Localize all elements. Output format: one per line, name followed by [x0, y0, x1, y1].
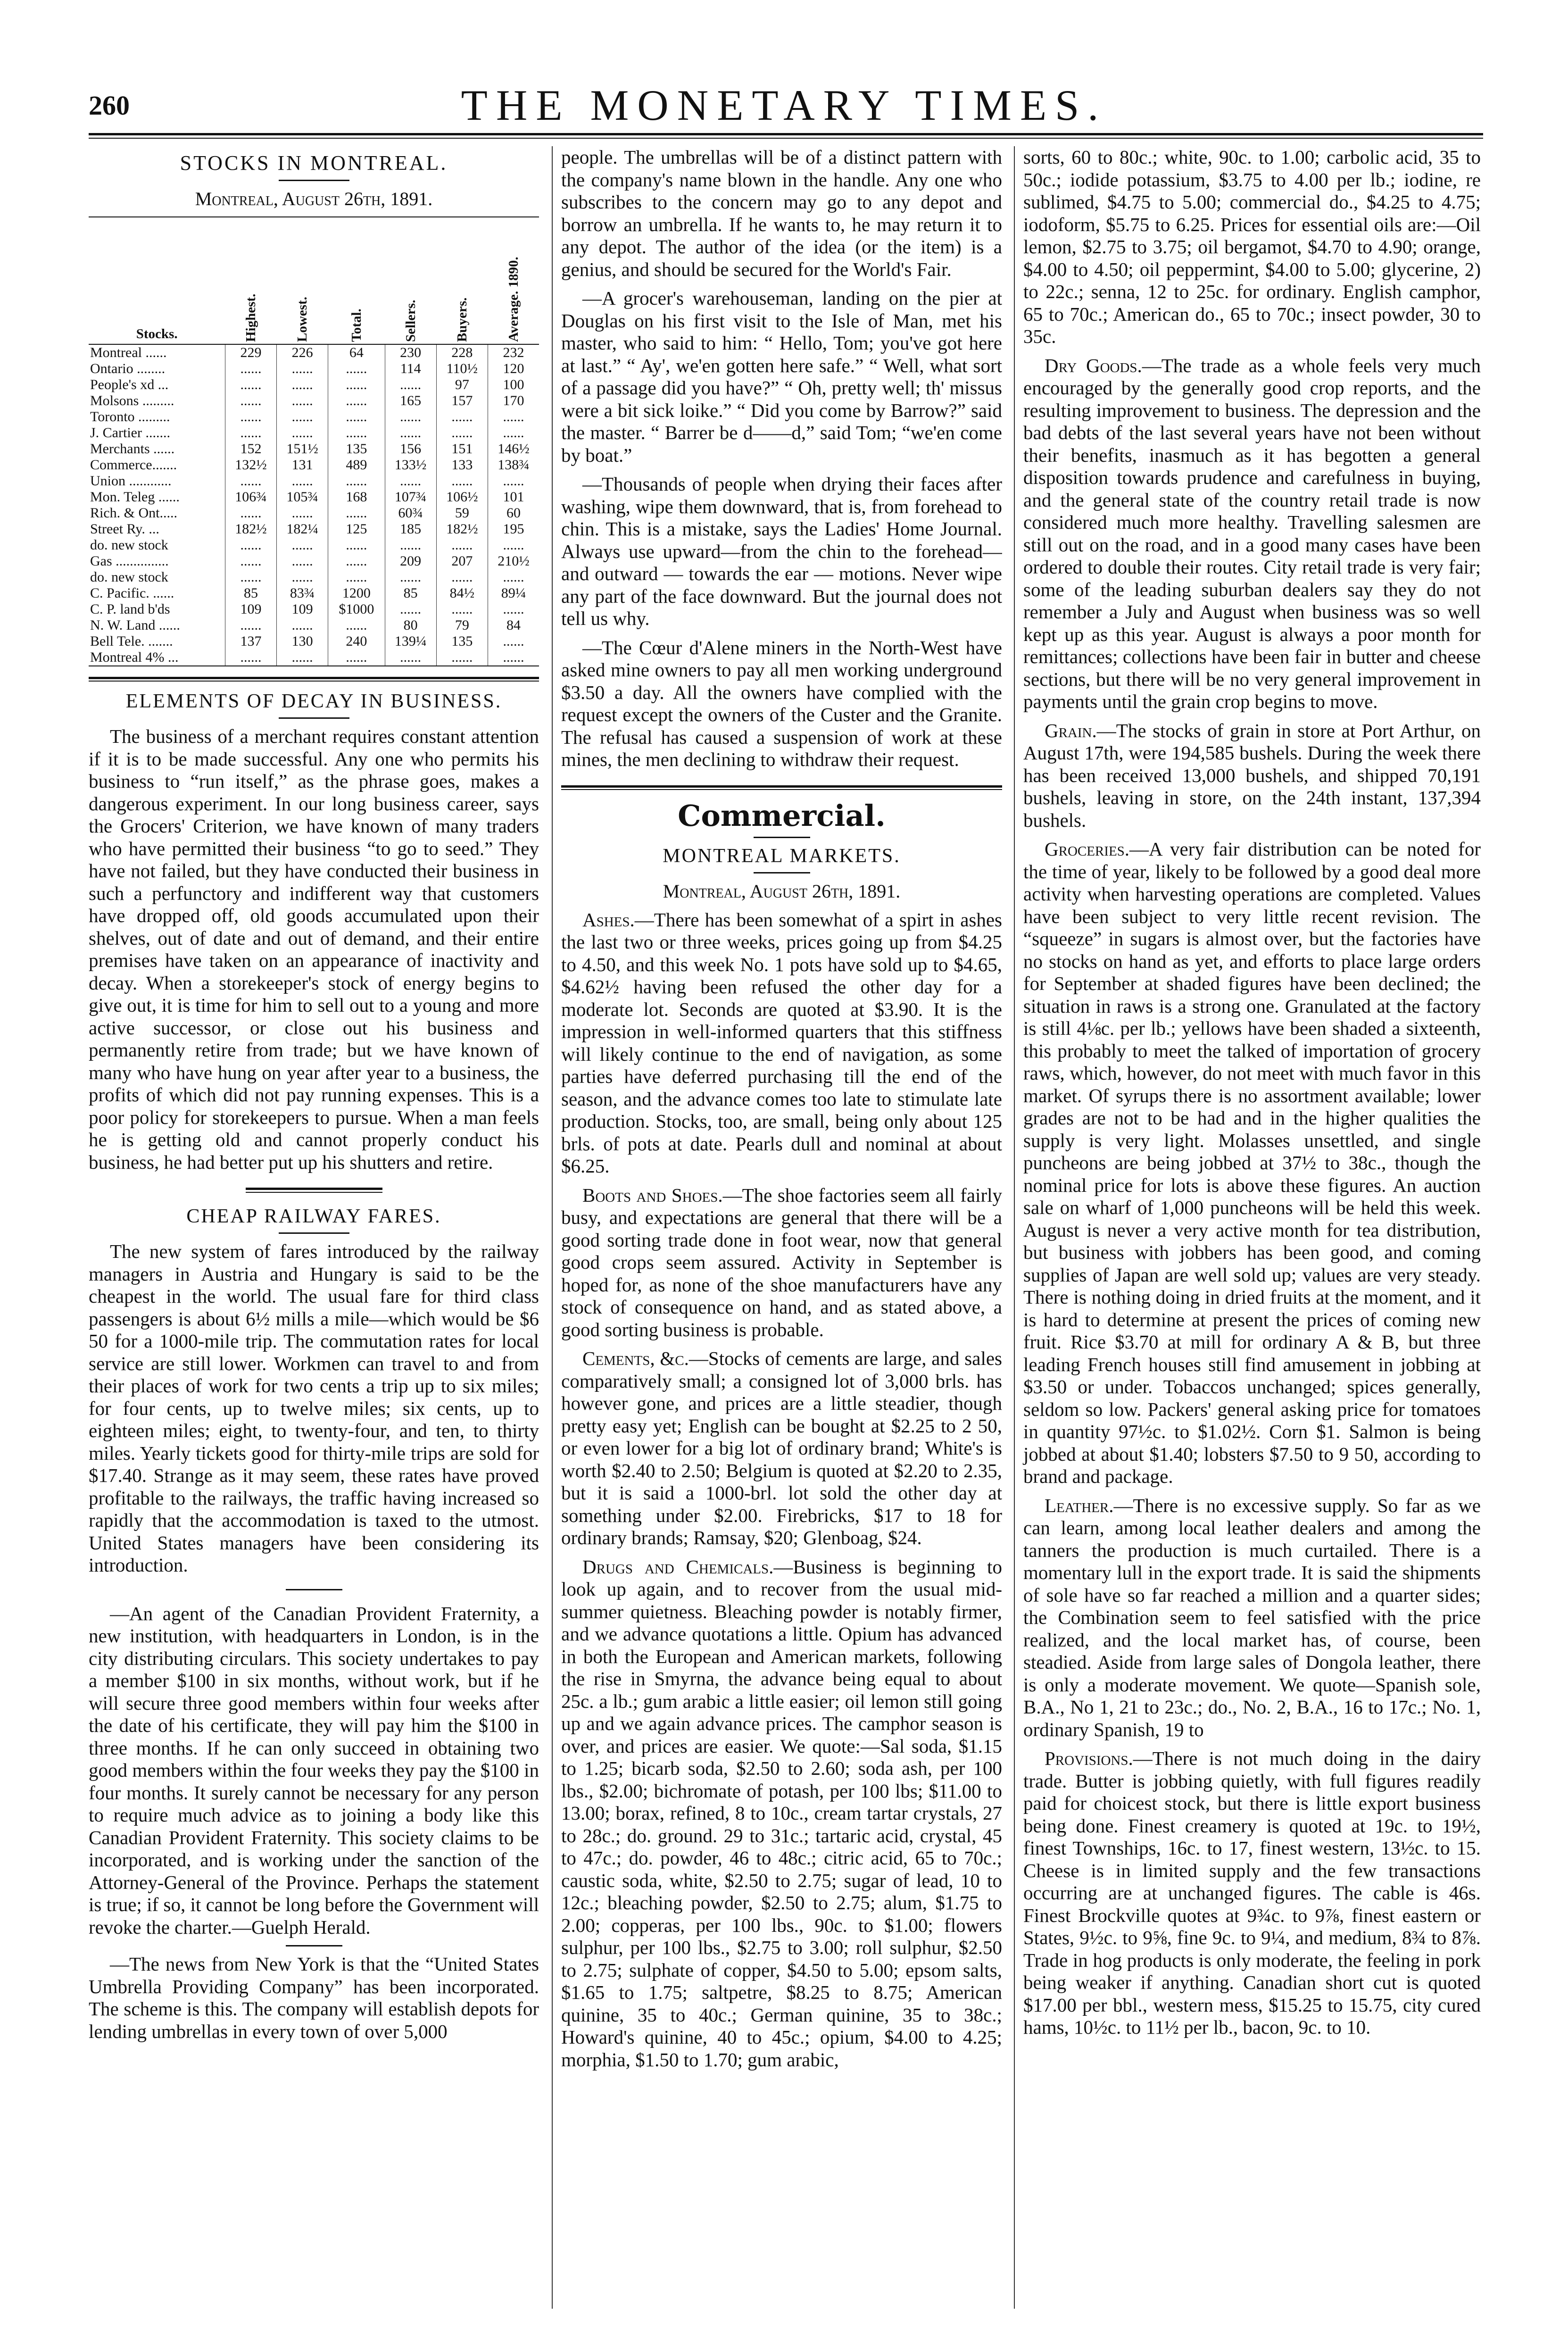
stocks-column-header [277, 217, 328, 344]
stocks-column-label: Sellers. [403, 299, 418, 342]
stock-value-cell: ...... [436, 569, 488, 585]
header-rule [89, 133, 1483, 135]
stock-value-cell: 157 [436, 393, 488, 409]
boots-label: Boots and Shoes. [582, 1184, 723, 1206]
stock-value-cell: 83¾ [277, 585, 328, 601]
stock-value-cell: ...... [328, 393, 385, 409]
stock-value-cell: 168 [328, 489, 385, 505]
stock-name-cell: People's xd ... [90, 377, 169, 392]
stock-value-cell: 135 [436, 633, 488, 649]
stock-value-cell: 489 [328, 457, 385, 473]
stock-value-cell: 137 [225, 633, 276, 649]
stock-value-cell: 106½ [436, 489, 488, 505]
stock-value-cell: ...... [488, 601, 539, 617]
stock-value-cell: 64 [328, 344, 385, 361]
stocks-table-row [89, 409, 539, 425]
stock-value-cell: ...... [328, 473, 385, 489]
groceries-label: Groceries. [1045, 838, 1130, 860]
stock-value-cell: 182¼ [277, 521, 328, 537]
stock-value-cell: ...... [277, 425, 328, 441]
drugs-label: Drugs and Chemicals. [582, 1555, 774, 1578]
stock-name-cell: Bell Tele. ....... [90, 633, 173, 649]
stock-value-cell: ...... [277, 377, 328, 393]
section-rule [89, 677, 539, 679]
stock-name-cell: Rich. & Ont..... [90, 505, 177, 521]
stocks-column-header: Stocks. [89, 217, 225, 344]
cements-text: —Stocks of cements are large, and sales comparatively small; a consigned lot of 3,000 brls. has however gone, and prices are a little steadier, though pretty easy yet; English can be bought at $2.25 to 2 50, or even lower for a big lot of ordinary brand; White's is worth $2.40 to 2.50; Belgium is quoted at $2.20 to 2.35, but it is said a 1000-brl. lot sold the other day at something under $2.00. Firebricks, $17 to 18 for ordinary brands; Ramsay, $20; Glenboag, $24. [561, 1347, 1002, 1548]
stock-value-cell: ...... [488, 649, 539, 666]
stock-value-cell: 146½ [488, 441, 539, 457]
stock-value-cell: ...... [225, 409, 276, 425]
stock-value-cell: ...... [385, 473, 436, 489]
stock-value-cell: 232 [488, 344, 539, 361]
stock-value-cell: 152 [225, 441, 276, 457]
stocks-table-row [89, 617, 539, 633]
stocks-table-row [89, 344, 539, 361]
stocks-table-row [89, 505, 539, 521]
fares-heading: CHEAP RAILWAY FARES. [186, 1206, 441, 1227]
stock-value-cell: 226 [277, 344, 328, 361]
stock-value-cell: 97 [436, 377, 488, 393]
stock-value-cell: 125 [328, 521, 385, 537]
cements-label: Cements, &c. [582, 1347, 689, 1369]
stocks-table-row [89, 457, 539, 473]
stock-value-cell: ...... [385, 601, 436, 617]
stock-value-cell: ...... [385, 649, 436, 666]
stock-name-cell: Montreal 4% ... [89, 649, 225, 666]
section-divider [246, 1188, 382, 1190]
stock-value-cell: ...... [225, 553, 276, 569]
stocks-table-row [89, 489, 539, 505]
stock-name-cell: Street Ry. ... [90, 521, 159, 537]
stocks-table-row [89, 633, 539, 649]
stock-value-cell: ...... [328, 537, 385, 553]
stocks-column-label: Total. [348, 308, 364, 342]
ashes-text: —There has been somewhat of a spirt in ashes the last two or three weeks, prices going up from $4.25 to 4.50, and this week No. 1 pots have sold up to $4.65, $4.62½ having been refused the other day for a moderate lot. Seconds are quoted at $3.90. It is the impression in well-informed quarters that this stiffness will likely continue to the end of navigation, as some parties have deferred purchasing till the end of the season, and the advance comes too late to stimulate late production. Stocks, too, are small, being only about 125 brls. of pots at date. Pearls dull and nominal at about $6.25. [561, 908, 1002, 1177]
stock-value-cell: 1200 [328, 585, 385, 601]
stock-value-cell: 130 [277, 633, 328, 649]
stock-name-cell: Toronto ......... [90, 409, 170, 424]
provisions-label: Provisions. [1045, 1747, 1133, 1769]
stock-name-cell: Mon. Teleg ...... [90, 489, 180, 505]
stocks-column-header [385, 217, 436, 344]
stocks-table-row [89, 585, 539, 601]
stocks-column-label: Highest. [243, 293, 258, 342]
fares-article: The new system of fares introduced by the railway managers in Austria and Hungary is said to be the cheapest in the world. The usual fare for third class passengers is about 6½ mills a mile—which would be $6 50 for a 1000-mile trip. The commutation rates for local service are still lower. Workmen can travel to and from their places of work for two cents a trip up to six miles; for four cents, up to twelve miles; six cents, up to eighteen miles; eight, to twenty-four, and ten, to thirty miles. Yearly tickets good for thirty-mile trips are sold for $17.40. Strange as it may seem, these rates have proved profitable to the railways, the traffic having increased so rapidly that the accommodation is taxed to the utmost. United States managers have been considering its introduction. [89, 1240, 539, 1576]
stock-value-cell: 85 [385, 585, 436, 601]
stock-value-cell: 114 [385, 361, 436, 377]
stock-value-cell: ...... [488, 425, 539, 441]
leather-text: —There is no excessive supply. So far as we can learn, among local leather dealers and among the tanners the production is much curtailed. There is a momentary lull in the export trade. It is said the shipments of sole have so far reached a million and a quarter sides; the Combination seem to feel satisfied with the price realized, and the local market has, of course, been steadied. Aside from large sales of Dongola leather, there is only a moderate movement. We quote—Spanish sole, B.A., No 1, 21 to 23c.; do., No. 2, B.A., 16 to 17c.; No. 1, ordinary Spanish, 19 to [1023, 1494, 1481, 1740]
markets-heading-rule [754, 872, 810, 873]
stock-value-cell: ...... [225, 617, 276, 633]
stocks-column-header [328, 217, 385, 344]
stock-value-cell: 139¼ [385, 633, 436, 649]
stocks-column-label: Lowest. [295, 297, 310, 342]
stock-name-cell: Ontario ........ [90, 361, 166, 376]
fares-heading-rule [279, 1232, 349, 1234]
stock-value-cell: 89¼ [488, 585, 539, 601]
stocks-heading: STOCKS IN MONTREAL. [180, 151, 448, 175]
stock-value-cell: ...... [328, 505, 385, 521]
drugs-report-continued: sorts, 60 to 80c.; white, 90c. to 1.00; carbolic acid, 35 to 50c.; iodide potassium, $3.75 to 4.00 per lb.; iodine, re sublimed, $4.75 to 5.00; commercial do., $4.25 to 4.75; iodoform, $5.75 to 6.25. Prices for essential oils are:—Oil lemon, $2.75 to 3.75; oil bergamot, $4.70 to 4.90; orange, $4.00 to 4.50; oil peppermint, $4.00 to 5.00; glycerine, 2) to 22c.; senna, 12 to 25c. for ordinary. English camphor, 65 to 70c.; American do., 65 to 70c.; insect powder, 30 to 35c. [1023, 146, 1481, 347]
stock-value-cell: ...... [385, 537, 436, 553]
column-3 [1014, 146, 1481, 2309]
dry-goods-label: Dry Goods. [1045, 354, 1142, 376]
ashes-report [561, 909, 1002, 1178]
stock-value-cell: ...... [488, 537, 539, 553]
grain-report [1023, 720, 1481, 832]
decay-article: The business of a merchant requires constant attention if it is to be made successful. Any one who permits his business to “run itself,” as the phrase goes, makes a dangerous experiment. In our long business career, says the Grocers' Criterion, we have known of many traders who have permitted their business “to go to seed.” They have not failed, but they have conducted their business in such a perfunctory and indifferent way that customers have dropped off, old goods accumulated upon their shelves, out of date and out of demand, and their entire premises have taken on an appearance of inactivity and decay. When a storekeeper's stock of energy begins to give out, it is time for him to sell out to a young and more active successor, or close out his business and permanently retire from trade; but we have known of many who have hung on year after year to a business, the profits of which did not pay running expenses. This is a poor policy for storekeepers to pursue. When a man feels he is getting old and cannot properly conduct his business, he had better put up his shutters and retire. [89, 725, 539, 1173]
boots-text: —The shoe factories seem all fairly busy, and expectations are general that there will be a good sorting trade done in foot wear, now that general good crops seem assured. Activity in September is hoped for, as none of the shoe manufacturers have any stock of consequence on hand, and as stated above, a good sorting business is probable. [561, 1184, 1002, 1340]
stocks-column-label: Buyers. [454, 297, 470, 342]
section-rule [561, 785, 1002, 788]
stock-value-cell: ...... [436, 425, 488, 441]
stock-value-cell: ...... [328, 377, 385, 393]
stock-value-cell: 80 [385, 617, 436, 633]
stock-name-cell: C. P. land b'ds [90, 601, 170, 617]
decay-heading: ELEMENTS OF DECAY IN BUSINESS. [125, 690, 502, 712]
stock-value-cell: ...... [436, 473, 488, 489]
stocks-column-header [488, 217, 539, 344]
stock-value-cell: 109 [277, 601, 328, 617]
provisions-report [1023, 1747, 1481, 2039]
stock-value-cell: ...... [385, 377, 436, 393]
stock-value-cell: ...... [277, 569, 328, 585]
stock-value-cell: 101 [488, 489, 539, 505]
stock-value-cell: ...... [277, 393, 328, 409]
cements-report [561, 1347, 1002, 1549]
stock-value-cell: 132½ [225, 457, 276, 473]
stocks-table-row [89, 425, 539, 441]
stocks-table-row [89, 441, 539, 457]
markets-heading: MONTREAL MARKETS. [663, 845, 901, 867]
masthead-title: THE MONETARY TIMES. [461, 81, 1107, 129]
stock-value-cell: 105¾ [277, 489, 328, 505]
stocks-table-row [89, 649, 539, 666]
groceries-text: —A very fair distribution can be noted for the time of year, likely to be followed by a good deal more activity when harvesting operations are completed. Values have been subject to very little recent revision. The “squeeze” in sugars is almost over, but the factories have no stocks on hand as yet, and efforts to place large orders for September at shaded figures have been declined; the situation in raws is a strong one. Granulated at the factory is still 4⅛c. per lb.; yellows have been shaded a sixteenth, this probably to meet the talked of importation of grocery raws, which, however, do not meet with much favor in this market. Of syrups there is no assortment available; lower grades are not to be had and in the higher qualities the supply is very light. Molasses unsettled, and single puncheons are being jobbed at 37½ to 38c., though the nominal price for lots is above these figures. An auction sale on wharf of 1,000 puncheons will be held this week. August is never a very active month for tea distribution, but business with jobbers has been good, and coming supplies of Japan are well sold up; values are very steady. There is nothing doing in dried fruits at the moment, and it is hard to determine at present the prices of coming new fruit. Rice $3.70 at mill for ordinary A & B, but three leading French houses still find amusement in jobbing at $3.50 or under. Tobaccos unchanged; spices generally, seldom so low. Packers' general asking price for tomatoes in quantity 97½c. to $1.02½. Corn $1. Salmon is being jobbed at about $1.40; lobsters $7.50 to 9 50, according to brand and package. [1023, 838, 1481, 1487]
stock-value-cell: ...... [277, 361, 328, 377]
stock-value-cell: 135 [328, 441, 385, 457]
stock-name-cell: N. W. Land ...... [90, 617, 180, 633]
stock-value-cell: ...... [488, 569, 539, 585]
stock-name-cell: Commerce....... [90, 457, 177, 473]
stock-value-cell: ...... [488, 409, 539, 425]
leather-label: Leather. [1045, 1494, 1114, 1516]
boots-report [561, 1184, 1002, 1341]
decay-heading-rule [279, 717, 349, 719]
stock-value-cell: 100 [488, 377, 539, 393]
column-1 [89, 146, 539, 2309]
faces-item: —Thousands of people when drying their faces after washing, wipe them downward, that is, from forehead to chin. This is a mistake, says the Ladies' Home Journal. Always use upward—from the chin to the forehead—and outward — towards the ear — motions. Never wipe any part of the face downward. But the journal does not tell us why. [561, 473, 1002, 629]
stock-value-cell: 228 [436, 344, 488, 361]
stock-value-cell: 138¾ [488, 457, 539, 473]
stock-value-cell: ...... [225, 393, 276, 409]
stock-value-cell: ...... [277, 537, 328, 553]
stock-value-cell: 151 [436, 441, 488, 457]
stocks-table-row [89, 553, 539, 569]
page-number: 260 [89, 90, 130, 121]
stocks-table-row [89, 521, 539, 537]
dry-goods-report [1023, 355, 1481, 713]
stocks-table-row [89, 569, 539, 585]
grain-label: Grain. [1045, 719, 1097, 741]
stock-value-cell: ...... [328, 553, 385, 569]
stocks-column-header [436, 217, 488, 344]
stock-name-cell: do. new stock [90, 569, 168, 585]
commercial-banner: Commercial. [678, 798, 886, 833]
stock-value-cell: 110½ [436, 361, 488, 377]
stock-name-cell: do. new stock [90, 537, 168, 553]
section-divider-thin [246, 1192, 382, 1193]
stock-value-cell: ...... [328, 361, 385, 377]
groceries-report [1023, 838, 1481, 1488]
stock-name-cell: Union ............ [90, 473, 172, 489]
stock-value-cell: ...... [225, 473, 276, 489]
stock-value-cell: 210½ [488, 553, 539, 569]
stock-value-cell: ...... [225, 537, 276, 553]
stock-value-cell: ...... [277, 649, 328, 666]
provisions-text: —There is not much doing in the dairy trade. Butter is jobbing quietly, with full figures readily paid for choicest stock, but there is little export business being done. Finest creamery is quoted at 19c. to 19½, finest Townships, 16c. to 17, finest western, 13½c. to 15. Cheese is in limited supply and the few transactions occurring are at unchanged figures. The cable is 46s. Finest Brockville quotes at 9¾c. to 9⅞, finest eastern or States, 9½c. to 9⅝, fine 9c. to 9¼, and medium, 8¾ to 8⅞. Trade in hog products is only moderate, the feeling in pork being weaker if anything. Canadian short cut is quoted $17.00 per bbl., western mess, $15.25 to 15.75, city cured hams, 10½c. to 11½ per lb., bacon, 9c. to 10. [1023, 1747, 1481, 2038]
stocks-table-body [89, 344, 539, 666]
stock-value-cell: 106¾ [225, 489, 276, 505]
stocks-table-row [89, 537, 539, 553]
stock-value-cell: ...... [436, 537, 488, 553]
item-divider [286, 1589, 342, 1590]
stocks-table-row [89, 361, 539, 377]
stock-name-cell: J. Cartier ....... [90, 425, 170, 441]
stocks-dateline: Montreal, August 26th, 1891. [195, 188, 433, 209]
stock-value-cell: 133½ [385, 457, 436, 473]
stocks-table-header [89, 217, 539, 344]
stocks-table [89, 216, 539, 666]
stock-value-cell: 109 [225, 601, 276, 617]
stock-name-cell: Montreal ...... [90, 345, 167, 360]
stock-value-cell: 133 [436, 457, 488, 473]
stock-value-cell: ...... [328, 425, 385, 441]
stock-name-cell: C. Pacific. ...... [90, 585, 174, 601]
stock-value-cell: 195 [488, 521, 539, 537]
stock-value-cell: ...... [277, 505, 328, 521]
stock-value-cell: 170 [488, 393, 539, 409]
stock-value-cell: ...... [225, 569, 276, 585]
banner-rule [754, 837, 810, 838]
stocks-table-row [89, 393, 539, 409]
stock-value-cell: 59 [436, 505, 488, 521]
column-2 [552, 146, 1002, 2309]
stock-value-cell: ...... [328, 649, 385, 666]
stock-value-cell: 207 [436, 553, 488, 569]
drugs-text: —Business is beginning to look up again, and to recover from the usual mid-summer quietness. Bleaching powder is notably firmer, and we advance quotations a little. Opium has advanced in both the European and American markets, following the rise in Smyrna, the advance being equal to about 25c. a lb.; gum arabic a little easier; oil lemon still going up and we again advance prices. The camphor season is over, and prices are easier. We quote:—Sal soda, $1.15 to 1.25; bicarb soda, $2.50 to 2.60; soda ash, per 100 lbs., $2.00; bichromate of potash, per 100 lbs; $11.00 to 13.00; borax, refined, 8 to 10c., cream tartar crystals, 27 to 28c.; do. ground. 29 to 31c.; tartaric acid, crystal, 45 to 47c.; do. powder, 46 to 48c.; citric acid, 65 to 70c.; caustic soda, white, $2.50 to 2.75; sugar of lead, 10 to 12c.; bleaching powder, $2.50 to 2.75; alum, $1.75 to 2.00; copperas, per 100 lbs., 90c. to $1.00; flowers sulphur, per 100 lbs., $2.75 to 3.00; roll sulphur, $2.50 to 2.75; sulphate of copper, $4.50 to 5.00; epsom salts, $1.65 to 1.75; saltpetre, $8.25 to 8.75; American quinine, 35 to 40c.; German quinine, 35 to 38c.; Howard's quinine, 40 to 45c.; opium, $4.00 to 4.25; morphia, $1.50 to 1.70; gum arabic, [561, 1555, 1002, 2071]
miners-item: —The Cœur d'Alene miners in the North-West have asked mine owners to pay all men working underground $3.50 a day. All the owners have complied with the request except the owners of the Custer and the Granite. The refusal has caused a suspension of work at these mines, the men declining to withdraw their request. [561, 636, 1002, 770]
stock-value-cell: 165 [385, 393, 436, 409]
grocer-item: —A grocer's warehouseman, landing on the pier at Douglas on his first visit to the Isle of Man, met his master, who said to him: “ Hello, Tom; you've got here at last.” “ Ay', we'en gotten here safe.” “ Well, what sort of a passage did you have?” “ Oh, pretty well; th' missus were a bit sick loike.” “ Did you come by Barrow?” said the master. “ Barrer be d——d,” said Tom; “we'en come by boat.” [561, 287, 1002, 466]
stock-name-cell: Molsons ......... [90, 393, 174, 408]
stock-value-cell: ...... [488, 473, 539, 489]
stock-value-cell: ...... [436, 409, 488, 425]
stocks-column-header [225, 217, 276, 344]
dry-goods-text: —The trade as a whole feels very much encouraged by the generally good crop reports, and the resulting improvement to business. The depression and the bad debts of the last several years have not been without their benefits, inasmuch as it has begotten a general disposition towards prudence and carefulness in buying, and the general state of the country retail trade is now considered much more healthy. Travelling salesmen are still out on the road, and in a good many cases have been ordered to double their routes. City retail trade is very fair; some of the leading suburban dealers say they do not remember a July and August when business was so well kept up as this year. August is always a poor month for remittances; collections have been fair in butter and cheese sections, but there will be no very general improvement in payments until the grain crop begins to move. [1023, 354, 1481, 712]
stocks-table-row [89, 601, 539, 617]
stock-value-cell: 84½ [436, 585, 488, 601]
stock-value-cell: 151½ [277, 441, 328, 457]
stock-value-cell: 60¾ [385, 505, 436, 521]
stock-value-cell: ...... [385, 409, 436, 425]
stock-value-cell: 182½ [436, 521, 488, 537]
stock-value-cell: ...... [385, 569, 436, 585]
stock-name-cell: Merchants ...... [90, 441, 175, 457]
stock-value-cell: ...... [328, 617, 385, 633]
stocks-column-label: Average. 1890. [506, 257, 521, 342]
stock-value-cell: 79 [436, 617, 488, 633]
stock-value-cell: 182½ [225, 521, 276, 537]
stock-value-cell: 131 [277, 457, 328, 473]
stock-value-cell: ...... [436, 601, 488, 617]
stock-value-cell: ...... [277, 553, 328, 569]
section-rule-thin [89, 681, 539, 682]
stock-value-cell: ...... [277, 617, 328, 633]
stocks-heading-rule [279, 180, 349, 181]
stock-value-cell: ...... [328, 409, 385, 425]
drugs-report [561, 1556, 1002, 2071]
stock-value-cell: ...... [225, 425, 276, 441]
stock-value-cell: 84 [488, 617, 539, 633]
umbrella-item-start: —The news from New York is that the “United States Umbrella Providing Company” has been incorporated. The scheme is this. The company will establish depots for lending umbrellas in every town of over 5,000 [89, 1953, 539, 2042]
provident-item: —An agent of the Canadian Provident Fraternity, a new institution, with headquarters in London, is in the city distributing circulars. This society undertakes to pay a member $100 in six months, without work, but if he will secure three good members within four weeks after the date of his certificate, they will pay him the $100 in three months. If he can only succeed in obtaining two good members within the four weeks they pay the $100 in four months. It surely cannot be necessary for any person to require much advice as to joining a body like this Canadian Provident Fraternity. This society claims to be incorporated, and is working under the sanction of the Attorney-General of the Province. Perhaps the statement is true; if so, it cannot be long before the Government will revoke the charter.—Guelph Herald. [89, 1602, 539, 1938]
stock-value-cell: 230 [385, 344, 436, 361]
section-rule-thin [561, 789, 1002, 790]
header-rule-thin [89, 138, 1483, 139]
item-divider [286, 1945, 342, 1946]
stock-name-cell: Gas ............... [90, 553, 169, 569]
stock-value-cell: 209 [385, 553, 436, 569]
stock-value-cell: ...... [225, 649, 276, 666]
stock-value-cell: 185 [385, 521, 436, 537]
stock-value-cell: 85 [225, 585, 276, 601]
stock-value-cell: ...... [385, 425, 436, 441]
stock-value-cell: 240 [328, 633, 385, 649]
stock-value-cell: $1000 [328, 601, 385, 617]
stock-value-cell: 107¾ [385, 489, 436, 505]
stock-value-cell: ...... [436, 649, 488, 666]
stocks-table-row [89, 473, 539, 489]
markets-dateline: Montreal, August 26th, 1891. [663, 880, 901, 902]
stock-value-cell: ...... [277, 409, 328, 425]
stock-value-cell: 120 [488, 361, 539, 377]
stock-value-cell: ...... [488, 633, 539, 649]
stock-value-cell: ...... [225, 505, 276, 521]
stock-value-cell: ...... [225, 377, 276, 393]
ashes-label: Ashes. [582, 908, 635, 931]
stock-value-cell: 229 [225, 344, 276, 361]
stock-value-cell: 60 [488, 505, 539, 521]
leather-report [1023, 1495, 1481, 1741]
stock-value-cell: ...... [225, 361, 276, 377]
umbrella-item-continued: people. The umbrellas will be of a distinct pattern with the company's name blown in the handle. Any one who subscribes to the concern may go to any depot and borrow an umbrella. If he wants to, he may return it to any depot. The author of the idea (or the item) is a genius, and should be secured for the World's Fair. [561, 146, 1002, 280]
grain-text: —The stocks of grain in store at Port Arthur, on August 17th, were 194,585 bushels. During the week there has been received 13,000 bushels, and shipped 70,191 bushels, leaving in store, on the 24th instant, 137,394 bushels. [1023, 719, 1481, 831]
stock-value-cell: ...... [328, 569, 385, 585]
stock-value-cell: 156 [385, 441, 436, 457]
stock-value-cell: ...... [277, 473, 328, 489]
stocks-table-row [89, 377, 539, 393]
